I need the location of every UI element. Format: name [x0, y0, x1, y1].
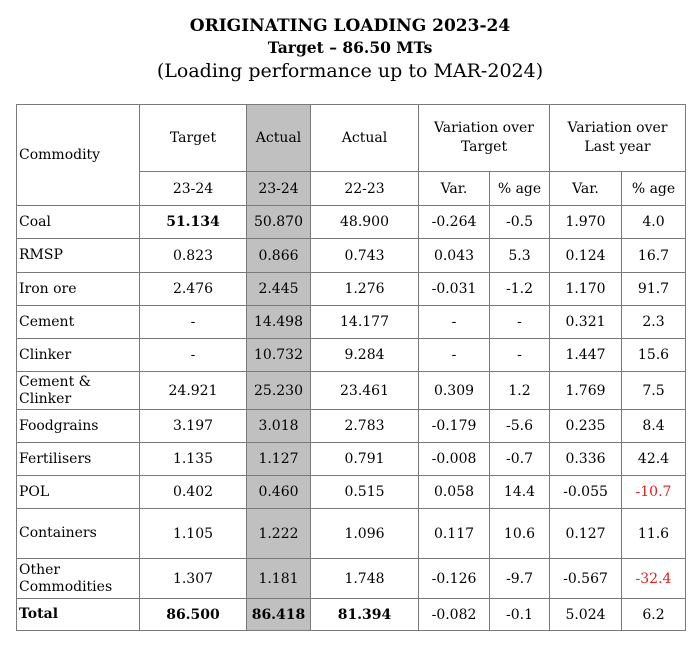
row-cell: 1.2: [490, 372, 550, 410]
row-cell: -: [140, 306, 247, 339]
subheader-cell: % age: [490, 172, 550, 206]
row-cell: 0.791: [311, 443, 419, 476]
row-cell: -5.6: [490, 410, 550, 443]
table-row: [17, 372, 686, 410]
row-cell: 10.732: [247, 339, 311, 372]
row-cell: 0.058: [419, 476, 490, 509]
row-cell: 42.4: [622, 443, 686, 476]
row-cell: 14.177: [311, 306, 419, 339]
header-target: Target: [140, 105, 247, 172]
row-cell: 2.445: [247, 273, 311, 306]
total-cell: 86.500: [140, 599, 247, 631]
header-commodity: Commodity: [17, 105, 140, 206]
table-row: [17, 239, 686, 273]
subheader-cell: Var.: [419, 172, 490, 206]
row-cell: 9.284: [311, 339, 419, 372]
row-cell: 7.5: [622, 372, 686, 410]
row-cell: -0.179: [419, 410, 490, 443]
row-cell: 50.870: [247, 206, 311, 239]
row-cell: 2.3: [622, 306, 686, 339]
row-cell: 16.7: [622, 239, 686, 273]
row-cell: 3.197: [140, 410, 247, 443]
row-commodity: POL: [17, 476, 140, 509]
row-cell: -0.008: [419, 443, 490, 476]
row-commodity: Fertilisers: [17, 443, 140, 476]
row-cell: 1.276: [311, 273, 419, 306]
row-commodity: RMSP: [17, 239, 140, 273]
subheader-cell: % age: [622, 172, 686, 206]
header-actual-prev: Actual: [311, 105, 419, 172]
row-cell: 0.402: [140, 476, 247, 509]
row-cell: 0.309: [419, 372, 490, 410]
row-cell: 1.181: [247, 559, 311, 599]
row-cell: -1.2: [490, 273, 550, 306]
row-cell: -0.055: [550, 476, 622, 509]
table-row: [17, 306, 686, 339]
row-cell: 1.135: [140, 443, 247, 476]
loading-table: [16, 104, 686, 631]
table-row: [17, 206, 686, 239]
report-title: ORIGINATING LOADING 2023-24: [189, 16, 511, 36]
row-cell: 0.743: [311, 239, 419, 273]
header-variation-target: Variation over Target: [419, 105, 550, 172]
row-cell: -9.7: [490, 559, 550, 599]
row-cell: 91.7: [622, 273, 686, 306]
row-cell: -: [140, 339, 247, 372]
row-cell: 0.460: [247, 476, 311, 509]
row-cell: -0.126: [419, 559, 490, 599]
row-cell: -: [419, 339, 490, 372]
table-row: [17, 339, 686, 372]
row-commodity: Foodgrains: [17, 410, 140, 443]
row-cell: 51.134: [140, 206, 247, 239]
row-cell: 48.900: [311, 206, 419, 239]
row-cell: 2.476: [140, 273, 247, 306]
subheader-cell: 23-24: [247, 172, 311, 206]
row-cell: 0.866: [247, 239, 311, 273]
row-cell: 8.4: [622, 410, 686, 443]
row-cell: 11.6: [622, 509, 686, 559]
row-cell: 3.018: [247, 410, 311, 443]
header-variation-last-year: Variation over Last year: [550, 105, 686, 172]
row-cell: 1.170: [550, 273, 622, 306]
row-cell: 1.970: [550, 206, 622, 239]
row-cell: 5.3: [490, 239, 550, 273]
row-cell: 24.921: [140, 372, 247, 410]
row-commodity: Clinker: [17, 339, 140, 372]
subheader-cell: Var.: [550, 172, 622, 206]
row-cell: 0.321: [550, 306, 622, 339]
total-cell: -0.1: [490, 599, 550, 631]
row-cell: -10.7: [622, 476, 686, 509]
row-cell: 4.0: [622, 206, 686, 239]
row-cell: 1.769: [550, 372, 622, 410]
row-cell: -: [419, 306, 490, 339]
subheader-cell: 23-24: [140, 172, 247, 206]
table-row: [17, 410, 686, 443]
total-cell: 86.418: [247, 599, 311, 631]
total-cell: -0.082: [419, 599, 490, 631]
row-cell: 0.336: [550, 443, 622, 476]
total-row: [17, 599, 686, 631]
total-label: Total: [17, 599, 140, 631]
table-row: [17, 509, 686, 559]
subheader-cell: 22-23: [311, 172, 419, 206]
row-cell: 1.105: [140, 509, 247, 559]
row-cell: 2.783: [311, 410, 419, 443]
row-cell: 0.823: [140, 239, 247, 273]
row-cell: -0.5: [490, 206, 550, 239]
row-commodity: Other Commodities: [17, 559, 140, 599]
row-cell: 1.748: [311, 559, 419, 599]
row-cell: 1.222: [247, 509, 311, 559]
row-commodity: Coal: [17, 206, 140, 239]
row-cell: 1.447: [550, 339, 622, 372]
report-subtitle: (Loading performance up to MAR-2024): [156, 60, 544, 82]
row-cell: 23.461: [311, 372, 419, 410]
header-row: [17, 105, 686, 172]
row-cell: 0.235: [550, 410, 622, 443]
row-cell: 0.117: [419, 509, 490, 559]
row-commodity: Cement: [17, 306, 140, 339]
table-row: [17, 273, 686, 306]
row-cell: -0.567: [550, 559, 622, 599]
row-cell: 0.515: [311, 476, 419, 509]
row-cell: 0.127: [550, 509, 622, 559]
row-cell: -0.031: [419, 273, 490, 306]
table-row: [17, 559, 686, 599]
row-cell: -: [490, 306, 550, 339]
header-actual: Actual: [247, 105, 311, 172]
row-commodity: Iron ore: [17, 273, 140, 306]
table-body: [17, 105, 686, 631]
row-cell: 1.307: [140, 559, 247, 599]
row-cell: -: [490, 339, 550, 372]
row-cell: 0.043: [419, 239, 490, 273]
row-cell: 14.498: [247, 306, 311, 339]
row-cell: 14.4: [490, 476, 550, 509]
table-row: [17, 443, 686, 476]
total-cell: 6.2: [622, 599, 686, 631]
report-target: Target – 86.50 MTs: [267, 38, 433, 57]
row-cell: 15.6: [622, 339, 686, 372]
row-cell: -0.7: [490, 443, 550, 476]
total-cell: 5.024: [550, 599, 622, 631]
row-cell: -0.264: [419, 206, 490, 239]
total-cell: 81.394: [311, 599, 419, 631]
row-commodity: Cement & Clinker: [17, 372, 140, 410]
row-cell: 0.124: [550, 239, 622, 273]
row-cell: 1.127: [247, 443, 311, 476]
table-row: [17, 476, 686, 509]
row-cell: -32.4: [622, 559, 686, 599]
row-cell: 1.096: [311, 509, 419, 559]
row-cell: 10.6: [490, 509, 550, 559]
row-commodity: Containers: [17, 509, 140, 559]
row-cell: 25.230: [247, 372, 311, 410]
